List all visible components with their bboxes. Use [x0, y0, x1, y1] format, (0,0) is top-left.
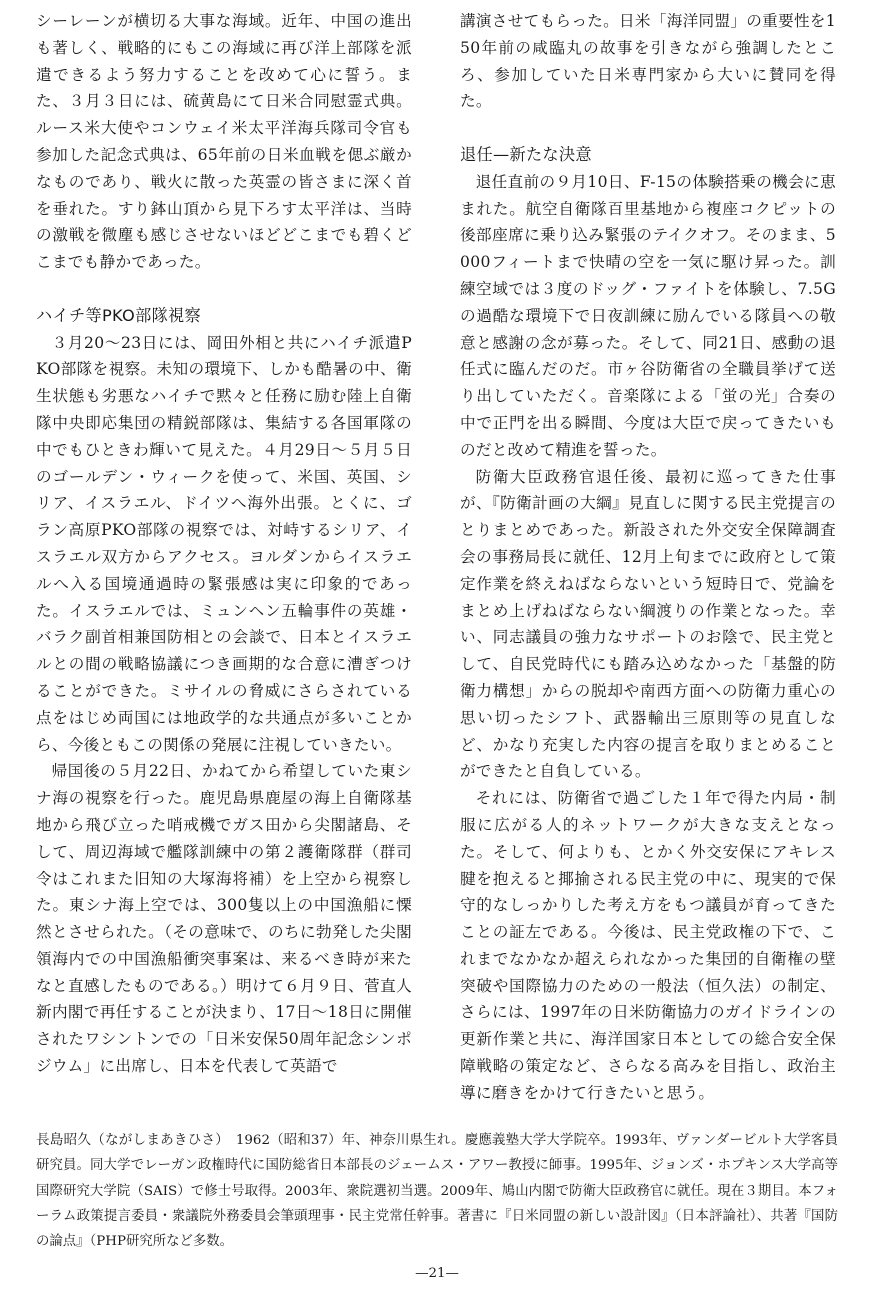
left-paragraph-3: 帰国後の５月22日、かねてから希望していた東シナ海の視察を行った。鹿児島県鹿屋の海上自衛隊基地から飛び立った哨戒機でガス田から尖閣諸島、そして、周辺海域で艦隊訓練中の第２護衛隊群（群司令はこれまた旧知の大塚海将補）を上空から視察した。東シナ海上空では、300隻以上の中国漁船に慄然とさせられた。（その意味で、のちに勃発した尖閣領海内での中国漁船衝突事案は、来るべき時が来たなと直感したものである。）明けて６月９日、菅直人新内閣で再任することが決まり、17日〜18日に開催されたワシントンでの「日米安保50周年記念シンポジウム」に出席し、日本を代表して英語で [36, 762, 412, 1076]
left-paragraph-2: ３月20〜23日には、岡田外相と共にハイチ派遣PKO部隊を視察。未知の環境下、しかも酷暑の中、衛生状態も劣悪なハイチで黙々と任務に励む陸上自衛隊中央即応集団の精鋭部隊は、集結する各国軍隊の中でもひときわ輝いて見えた。４月29日〜５月５日のゴールデン・ウィークを使って、米国、英国、シリア、イスラエル、ドイツへ海外出張。とくに、ゴラン高原PKO部隊の視察では、対峙するシリア、イスラエル双方からアクセス。ヨルダンからイスラエルへ入る国境通過時の緊張感は実に印象的であった。イスラエルでは、ミュンヘン五輪事件の英雄・バラク副首相兼国防相との会談で、日本とイスラエルとの間の戦略協議につき画期的な合意に漕ぎつけることができた。ミサイルの脅威にさらされている点をはじめ両国には地政学的な共通点が多いことから、今後ともこの関係の発展に注視していきたい。 [36, 333, 412, 754]
section-gap [460, 115, 836, 142]
section-heading-haiti-pko: ハイチ等PKO部隊視察 [36, 305, 202, 325]
right-paragraph-4: それには、防衛省で過ごした１年で得た内局・制服に広がる人的ネットワークが大きな支えとなった。そして、何よりも、とかく外交安保にアキレス腱を抱えると揶揄される民主党の中に、現実的で保守的なしっかりした考え方をもつ議員が育ってきたことの証左である。今後は、民主党政権の下で、これまでなかなか超えられなかった集団的自衛権の壁突破や国際協力のための一般法（恒久法）の制定、さらには、1997年の日米防衛協力のガイドラインの更新作業と共に、海洋国家日本としての総合安全保障戦略の策定など、さらなる高みを目指し、政治主導に磨きをかけて行きたいと思う。 [460, 789, 836, 1102]
author-name: 長島昭久（ながしまあきひさ） [36, 1132, 223, 1148]
section-gap [36, 276, 412, 303]
author-bio [36, 1128, 838, 1254]
page-number: —21— [415, 1266, 459, 1281]
right-column [460, 8, 836, 1107]
left-paragraph-1: シーレーンが横切る大事な海域。近年、中国の進出も著しく、戦略的にもこの海域に再び洋上部隊を派遣できるよう努力することを改めて心に誓う。また、３月３日には、硫黄島にて日米合同慰霊式典。ルース米大使やコンウェイ米太平洋海兵隊司令官も参加した記念式典は、65年前の日米血戦を偲ぶ厳かなものであり、戦火に散った英霊の皆さまに深く首を垂れた。すり鉢山頂から見下ろす太平洋は、当時の激戦を微塵も感じさせないほどどこまでも碧くどこまでも静かであった。 [36, 12, 412, 272]
right-paragraph-1: 講演させてもらった。日米「海洋同盟」の重要性を150年前の咸臨丸の故事を引きながら強調したところ、参加していた日米専門家から大いに賛同を得た。 [460, 12, 836, 111]
right-paragraph-2: 退任直前の９月10日、F-15の体験搭乗の機会に恵まれた。航空自衛隊百里基地から複座コクピットの後部座席に乗り込み緊張のテイクオフ。そのまま、5000フィートまで快晴の空を一気に駆け昇った。訓練空域では３度のドッグ・ファイトを体験し、7.5Gの過酷な環境下で日夜訓練に励んでいる隊員への敬意と感謝の念が募った。そして、同21日、感動の退任式に臨んだのだ。市ヶ谷防衛省の全職員挙げて送り出していただく。音楽隊による「蛍の光」合奏の中で正門を出る瞬間、今度は大臣で戻ってきたいものだと改めて精進を誓った。 [460, 172, 836, 459]
section-heading-retirement: 退任—新たな決意 [460, 144, 592, 164]
author-bio-text: 1962（昭和37）年、神奈川県生れ。慶應義塾大学大学院卒。1993年、ヴァンダービルト大学客員研究員。同大学でレーガン政権時代に国防総省日本部長のジェームス・アワー教授に師事。1995年、ジョンズ・ホプキンス大学高等国際研究大学院（SAIS）で修士号取得。2003年、衆院選初当選。2009年、鳩山内閣で防衛大臣政務官に就任。現在３期目。本フォーラム政策提言委員・衆議院外務委員会筆頭理事・民主党常任幹事。著書に『日米同盟の新しい設計図』（日本評論社）、共著『国防の論点』（PHP研究所など多数。 [36, 1133, 839, 1250]
right-paragraph-3: 防衛大臣政務官退任後、最初に巡ってきた仕事が、『防衛計画の大綱』見直しに関する民主党提言のとりまとめであった。新設された外交安全保障調査会の事務局長に就任、12月上旬までに政府として策定作業を終えねばならないという短時日で、党論をまとめ上げねばならない綱渡りの作業となった。幸い、同志議員の強力なサポートのお陰で、民主党として、自民党時代にも踏み込めなかった「基盤的防衛力構想」からの脱却や南西方面への防衛力重心の思い切ったシフト、武器輸出三原則等の見直しなど、かなり充実した内容の提言を取りまとめることができたと自負している。 [460, 467, 836, 781]
left-column [36, 8, 412, 1080]
